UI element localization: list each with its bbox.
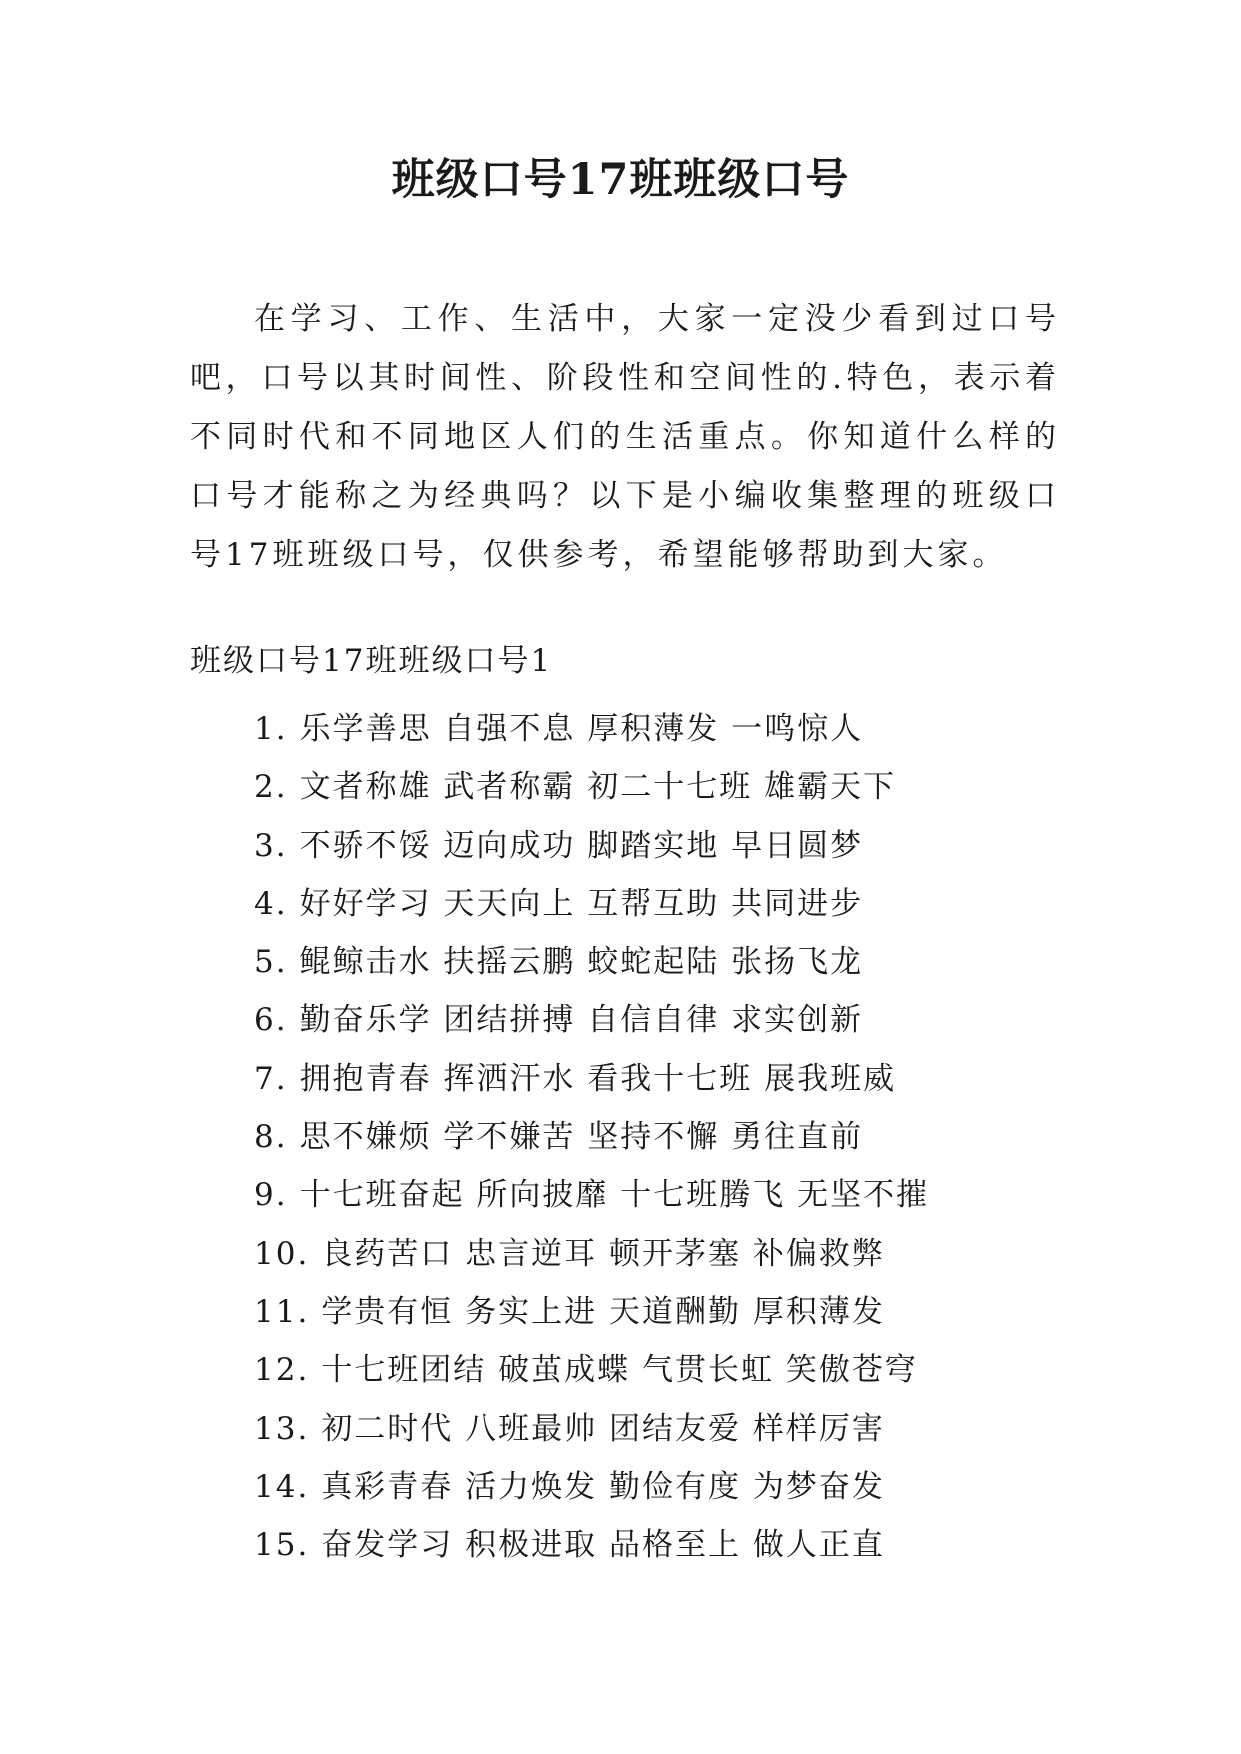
slogan-number: 11. [254, 1293, 310, 1330]
slogan-number: 5. [254, 944, 288, 981]
slogan-text: 奋发学习 积极进取 品格至上 做人正直 [321, 1527, 885, 1564]
slogan-number: 14. [254, 1468, 310, 1505]
document-title: 班级口号17班班级口号 [391, 155, 850, 205]
list-item [254, 1400, 929, 1458]
list-item [254, 933, 929, 991]
list-item [254, 1341, 929, 1399]
slogan-text: 勤奋乐学 团结拼搏 自信自律 求实创新 [299, 1002, 864, 1039]
list-item [254, 700, 929, 758]
slogan-number: 9. [254, 1177, 288, 1214]
list-item [254, 817, 929, 875]
slogan-text: 初二时代 八班最帅 团结友爱 样样厉害 [321, 1410, 885, 1447]
slogan-number: 15. [254, 1527, 310, 1564]
slogan-number: 3. [254, 827, 288, 864]
slogan-text: 十七班团结 破茧成蝶 气贯长虹 笑傲苍穹 [321, 1352, 918, 1389]
slogan-text: 好好学习 天天向上 互帮互助 共同进步 [299, 885, 864, 922]
list-item [254, 758, 929, 816]
slogan-number: 4. [254, 885, 288, 922]
slogan-number: 1. [254, 711, 288, 747]
slogan-text: 乐学善思 自强不息 厚积薄发 一鸣惊人 [299, 711, 864, 747]
list-item [254, 1458, 929, 1516]
slogan-list [254, 700, 929, 1574]
list-item [254, 1166, 929, 1224]
slogan-number: 12. [254, 1352, 310, 1389]
list-item [254, 1225, 929, 1283]
slogan-number: 2. [254, 769, 288, 806]
list-item [254, 875, 929, 933]
slogan-text: 拥抱青春 挥洒汗水 看我十七班 展我班威 [299, 1060, 897, 1097]
slogan-number: 6. [254, 1002, 288, 1039]
list-item [254, 1516, 929, 1574]
slogan-text: 文者称雄 武者称霸 初二十七班 雄霸天下 [299, 769, 897, 806]
slogan-number: 10. [254, 1235, 310, 1272]
slogan-text: 学贵有恒 务实上进 天道酬勤 厚积薄发 [321, 1293, 885, 1330]
list-item [254, 1050, 929, 1108]
slogan-number: 13. [254, 1410, 310, 1447]
slogan-number: 7. [254, 1060, 288, 1097]
intro-paragraph: 在学习、工作、生活中，大家一定没少看到过口号吧，口号以其时间性、阶段性和空间性的.特色，表示着不同时代和不同地区人们的生活重点。你知道什么样的口号才能称之为经典吗？以下是小编收集整理的班级口号17班班级口号，仅供参考，希望能够帮助到大家。 [190, 301, 1060, 573]
slogan-text: 鲲鲸击水 扶摇云鹏 蛟蛇起陆 张扬飞龙 [299, 944, 864, 981]
slogan-text: 十七班奋起 所向披靡 十七班腾飞 无坚不摧 [299, 1177, 930, 1214]
slogan-number: 8. [254, 1119, 288, 1156]
slogan-text: 思不嫌烦 学不嫌苦 坚持不懈 勇往直前 [299, 1119, 864, 1156]
list-item [254, 991, 929, 1049]
list-item [254, 1108, 929, 1166]
list-item [254, 1283, 929, 1341]
slogan-text: 良药苦口 忠言逆耳 顿开茅塞 补偏救弊 [321, 1235, 885, 1272]
section-heading: 班级口号17班班级口号1 [190, 643, 553, 679]
slogan-text: 不骄不馁 迈向成功 脚踏实地 早日圆梦 [299, 827, 864, 864]
slogan-text: 真彩青春 活力焕发 勤俭有度 为梦奋发 [321, 1468, 885, 1505]
